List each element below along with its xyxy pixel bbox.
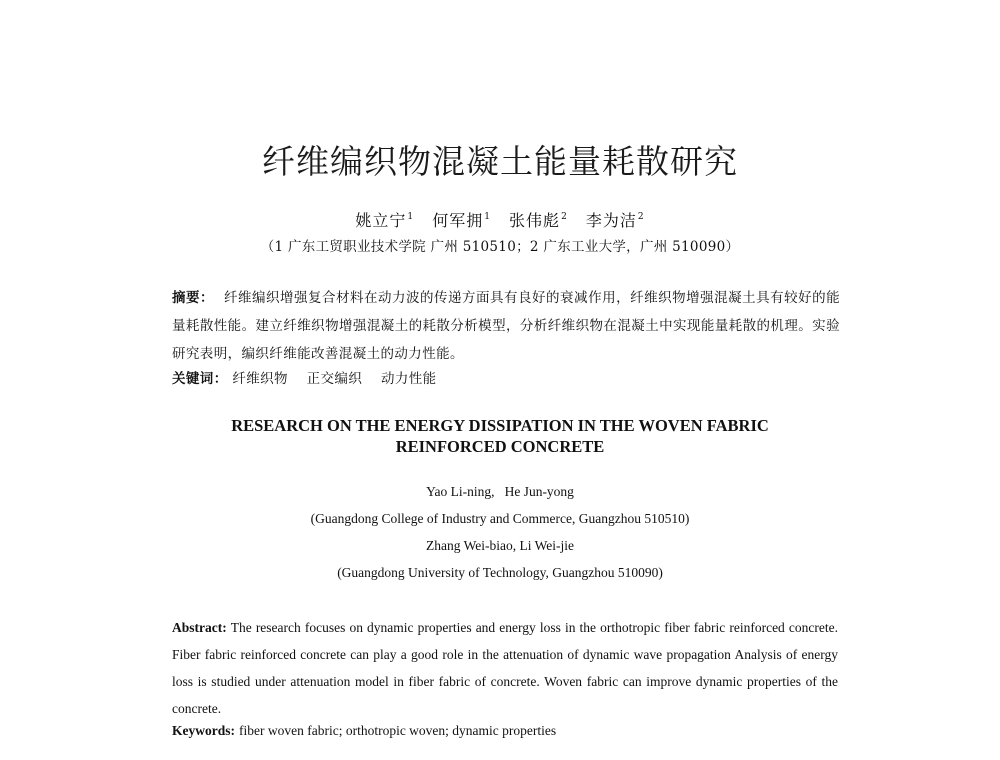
author-cn-1-sup: 1 (407, 212, 415, 222)
abstract-en (172, 614, 838, 722)
affiliation-en-1: (Guangdong College of Industry and Commerce, Guangzhou 510510) (310, 511, 690, 526)
keywords-en (172, 723, 556, 739)
author-cn-2-sup: 1 (484, 212, 491, 222)
affiliation-cn: （1 广东工贸职业技术学院 广州 510510；2 广东工业大学，广州 510090） (260, 239, 740, 255)
keyword-cn-3: 动力性能 (380, 371, 437, 387)
author-cn-3-name: 张伟彪 (509, 211, 561, 230)
author-cn-4-name: 李为洁 (585, 211, 637, 230)
paper-title-en-line1: RESEARCH ON THE ENERGY DISSIPATION IN THE WOVEN FABRIC (231, 416, 769, 435)
keyword-cn-2: 正交编织 (306, 371, 363, 387)
paper-title-en-line2: REINFORCED CONCRETE (395, 437, 605, 456)
abstract-en-text: The research focuses on dynamic properties and energy loss in the orthotropic fiber fabric reinforced concrete. Fiber fabric reinforced concrete can play a good role in the attenuation of dynamic wave propagation Analysis of energy loss is studied under attenuation model in fiber fabric of concrete. Woven fabric can improve dynamic properties of the concrete. (172, 620, 838, 716)
keywords-en-label: Keywords: (172, 723, 235, 738)
keyword-cn-1: 纤维织物 (232, 371, 288, 387)
author-cn-4 (586, 211, 645, 230)
author-cn-3 (509, 211, 568, 230)
abstract-en-label: Abstract: (172, 620, 227, 635)
author-cn-1 (355, 211, 414, 230)
keywords-cn (172, 367, 840, 387)
paper-title-cn: 纤维编织物混凝土能量耗散研究 (262, 142, 738, 181)
author-cn-4-sup: 2 (637, 212, 645, 222)
abstract-cn-text: 纤维编织增强复合材料在动力波的传递方面具有良好的衰减作用，纤维织物增强混凝土具有较好的能量耗散性能。建立纤维织物增强混凝土的耗散分析模型，分析纤维织物在混凝土中实现能量耗散的机理。实验研究表明，编织纤维能改善混凝土的动力性能。 (172, 290, 840, 362)
abstract-cn-label: 摘要： (172, 290, 215, 306)
affiliation-en-2: (Guangdong University of Technology, Guangzhou 510090) (337, 565, 663, 580)
abstract-cn (172, 284, 840, 368)
paper-title-en (0, 415, 1000, 457)
keywords-cn-label: 关键词： (172, 371, 228, 387)
author-cn-2-name: 何军拥 (432, 211, 484, 230)
author-cn-1-name: 姚立宁 (355, 211, 407, 230)
keywords-en-text: fiber woven fabric; orthotropic woven; dynamic properties (239, 723, 557, 738)
author-cn-2 (432, 211, 491, 230)
authors-cn (0, 208, 1000, 231)
author-cn-3-sup: 2 (561, 212, 568, 222)
authors-en-1: Yao Li-ning, He Jun-yong (426, 484, 574, 499)
authors-en-2: Zhang Wei-biao, Li Wei-jie (425, 538, 575, 553)
